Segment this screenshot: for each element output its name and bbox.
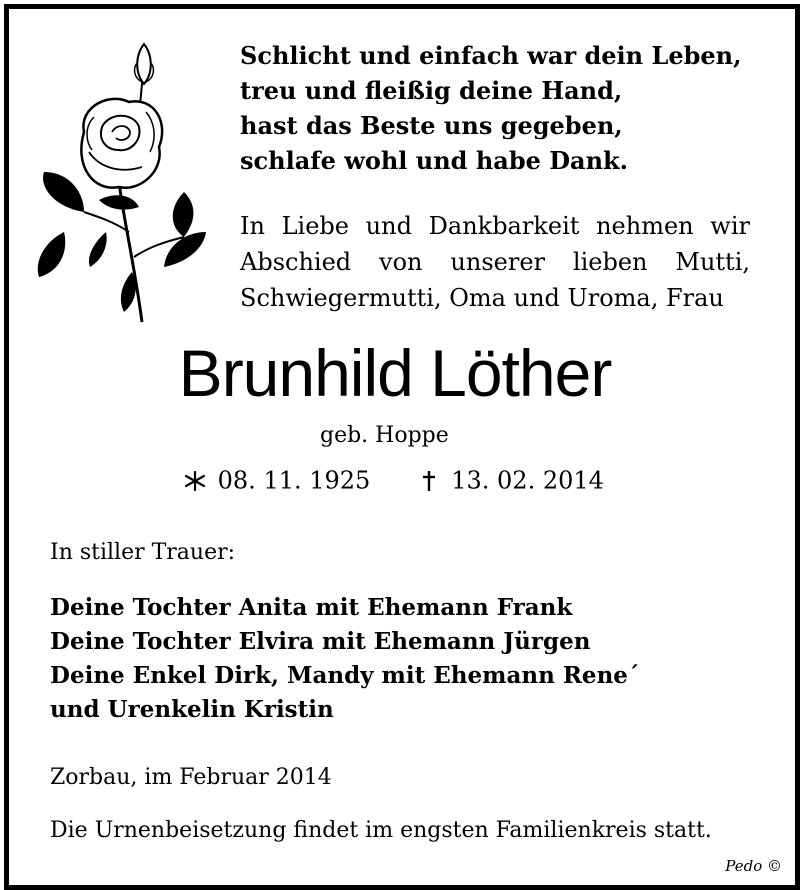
intro-text — [240, 208, 750, 316]
verse-line: treu und fleißig deine Hand, — [240, 76, 623, 105]
verse-line: schlafe wohl und habe Dank. — [240, 146, 629, 175]
cross-icon — [414, 469, 444, 493]
rose-icon — [24, 32, 214, 332]
family-line: Deine Tochter Anita mit Ehemann Frank — [50, 594, 573, 621]
verse-line: hast das Beste uns gegeben, — [240, 111, 623, 140]
death-date: 13. 02. 2014 — [451, 466, 604, 495]
verse-line: Schlicht und einfach war dein Leben, — [240, 41, 742, 70]
credit-mark: Pedo © — [725, 857, 782, 875]
family-list — [50, 591, 639, 727]
star-icon — [180, 469, 210, 493]
place-date: Zorbau, im Februar 2014 — [50, 765, 332, 790]
verse — [240, 38, 760, 178]
family-line: Deine Tochter Elvira mit Ehemann Jürgen — [50, 628, 591, 655]
maiden-name: geb. Hoppe — [320, 423, 449, 448]
intro-line: In Liebe und Dankbarkeit nehmen wir — [240, 212, 750, 240]
intro-line: Abschied von unserer lieben Mutti, — [240, 248, 750, 276]
life-dates — [180, 465, 604, 495]
mourning-label: In stiller Trauer: — [50, 540, 236, 565]
deceased-name: Brunhild Löther — [178, 336, 612, 410]
burial-note: Die Urnenbeisetzung findet im engsten Familienkreis statt. — [50, 818, 712, 843]
family-line: Deine Enkel Dirk, Mandy mit Ehemann Rene´ — [50, 662, 640, 689]
intro-line: Schwiegermutti, Oma und Uroma, Frau — [240, 284, 724, 312]
family-line: und Urenkelin Kristin — [50, 696, 334, 723]
birth-date: 08. 11. 1925 — [217, 466, 371, 495]
